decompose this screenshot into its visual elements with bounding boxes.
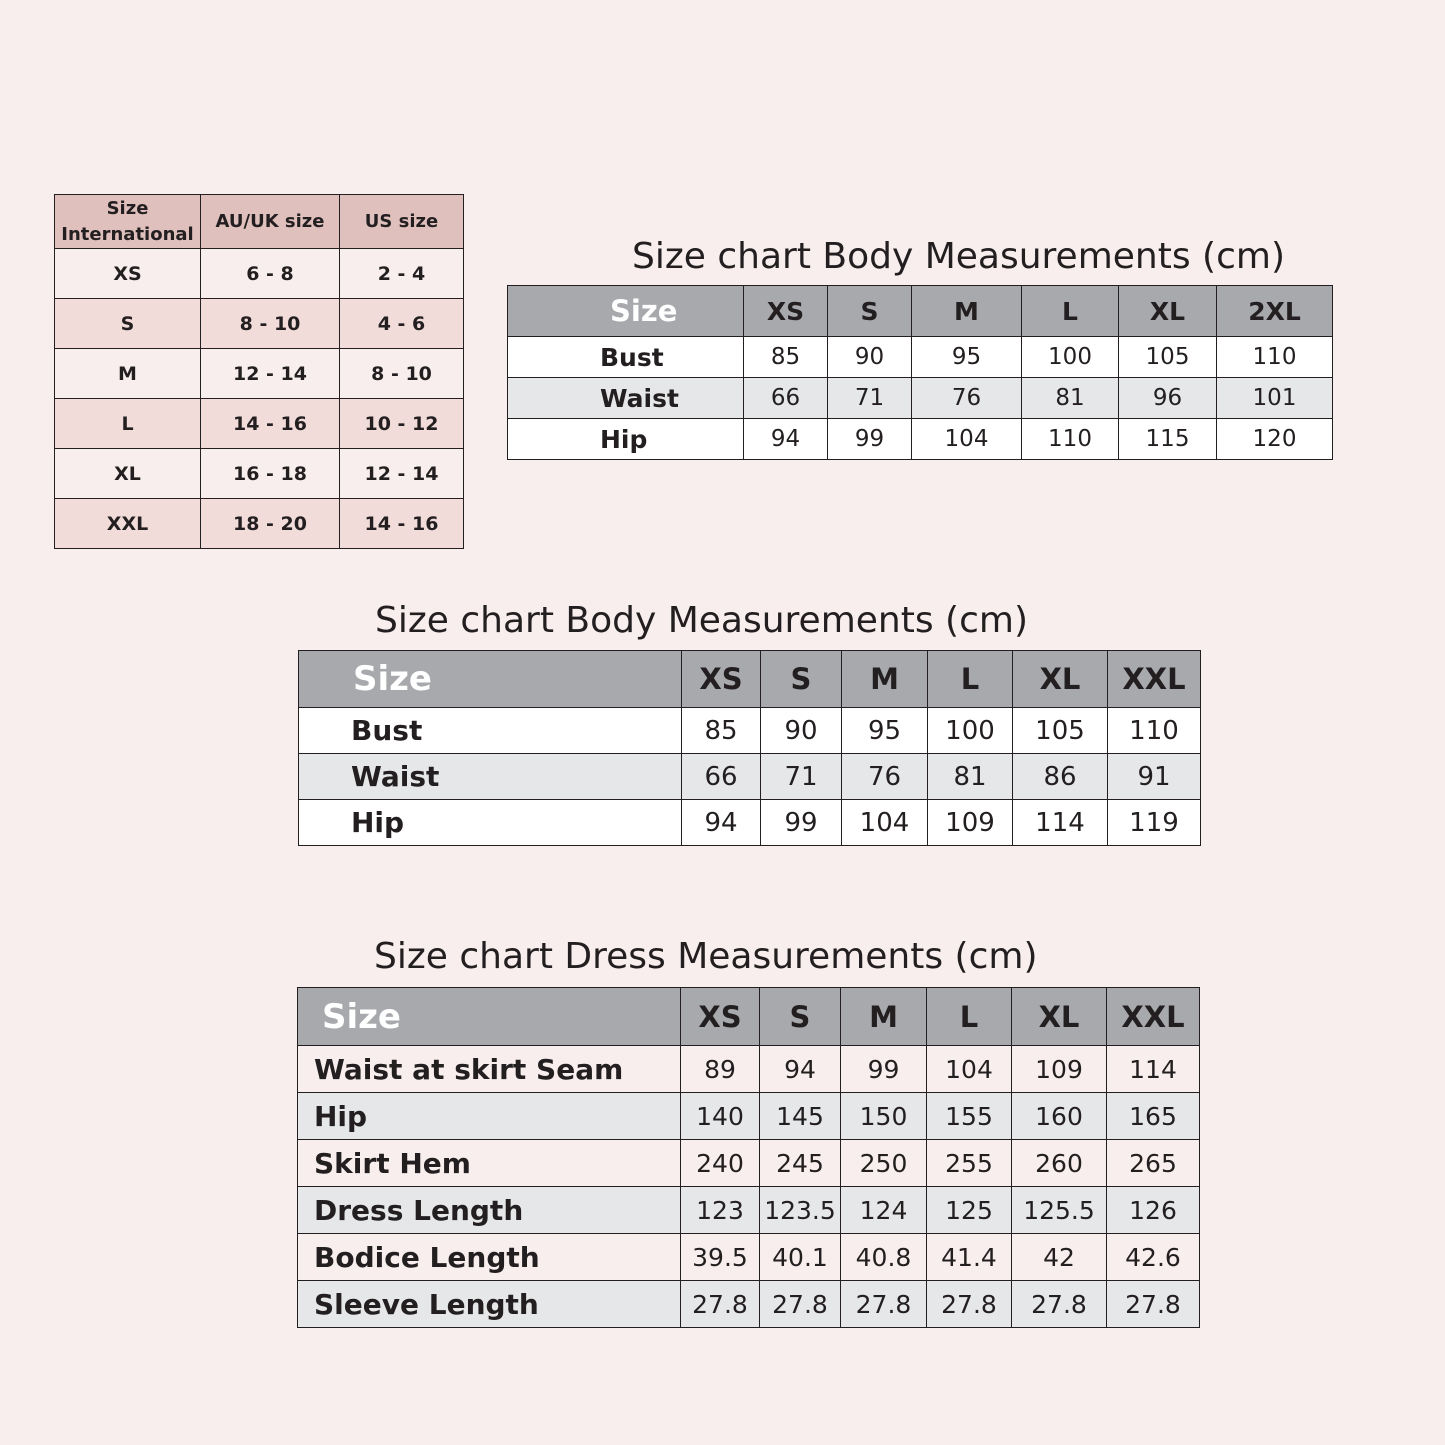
value-cell: 27.8 (1107, 1281, 1200, 1328)
body2-header-l: L (928, 651, 1013, 708)
measurement-label: Dress Length (298, 1187, 681, 1234)
value-cell: 145 (760, 1093, 841, 1140)
value-cell: 165 (1107, 1093, 1200, 1140)
value-cell: 91 (1108, 754, 1201, 800)
body-measurements-table-1 (507, 285, 1333, 460)
dress-header-xs: XS (681, 988, 760, 1046)
body2-header-m: M (842, 651, 928, 708)
value-cell: 95 (842, 708, 928, 754)
intl-au-uk-cell: 16 - 18 (201, 449, 340, 499)
table-row (508, 378, 1333, 419)
dress-header-xxl: XXL (1107, 988, 1200, 1046)
intl-header-size: Size International (55, 195, 201, 249)
body1-header-s: S (828, 286, 912, 337)
intl-size-cell: XS (55, 249, 201, 299)
value-cell: 96 (1119, 378, 1217, 419)
value-cell: 245 (760, 1140, 841, 1187)
value-cell: 123 (681, 1187, 760, 1234)
value-cell: 42.6 (1107, 1234, 1200, 1281)
value-cell: 86 (1013, 754, 1108, 800)
intl-us-cell: 8 - 10 (340, 349, 464, 399)
intl-au-uk-cell: 8 - 10 (201, 299, 340, 349)
value-cell: 104 (842, 800, 928, 846)
measurement-label: Hip (298, 1093, 681, 1140)
value-cell: 115 (1119, 419, 1217, 460)
body2-header-row (299, 651, 1201, 708)
value-cell: 109 (1012, 1046, 1107, 1093)
value-cell: 71 (761, 754, 842, 800)
value-cell: 100 (1022, 337, 1119, 378)
measurement-label: Waist (508, 378, 744, 419)
body2-header-xxl: XXL (1108, 651, 1201, 708)
table-row (55, 499, 464, 549)
table-row (298, 1187, 1200, 1234)
table-row (55, 399, 464, 449)
intl-au-uk-cell: 18 - 20 (201, 499, 340, 549)
intl-size-cell: S (55, 299, 201, 349)
table-row (298, 1140, 1200, 1187)
value-cell: 114 (1107, 1046, 1200, 1093)
table-row (55, 449, 464, 499)
value-cell: 90 (828, 337, 912, 378)
measurement-label: Waist (299, 754, 682, 800)
value-cell: 110 (1022, 419, 1119, 460)
intl-au-uk-cell: 14 - 16 (201, 399, 340, 449)
intl-au-uk-cell: 6 - 8 (201, 249, 340, 299)
measurement-label: Bust (508, 337, 744, 378)
value-cell: 40.8 (841, 1234, 927, 1281)
international-size-table (54, 194, 464, 549)
value-cell: 250 (841, 1140, 927, 1187)
intl-header-au-uk: AU/UK size (201, 195, 340, 249)
value-cell: 85 (744, 337, 828, 378)
value-cell: 42 (1012, 1234, 1107, 1281)
value-cell: 114 (1013, 800, 1108, 846)
value-cell: 27.8 (760, 1281, 841, 1328)
intl-size-cell: M (55, 349, 201, 399)
value-cell: 124 (841, 1187, 927, 1234)
value-cell: 71 (828, 378, 912, 419)
dress-header-m: M (841, 988, 927, 1046)
value-cell: 155 (927, 1093, 1012, 1140)
value-cell: 105 (1119, 337, 1217, 378)
body1-header-row (508, 286, 1333, 337)
value-cell: 150 (841, 1093, 927, 1140)
measurement-label: Bust (299, 708, 682, 754)
intl-size-cell: XXL (55, 499, 201, 549)
value-cell: 99 (841, 1046, 927, 1093)
value-cell: 109 (928, 800, 1013, 846)
value-cell: 94 (744, 419, 828, 460)
intl-size-cell: L (55, 399, 201, 449)
body1-header-size: Size (508, 286, 744, 337)
dress-measurements-table (297, 987, 1200, 1328)
body1-header-2xl: 2XL (1217, 286, 1333, 337)
value-cell: 265 (1107, 1140, 1200, 1187)
value-cell: 240 (681, 1140, 760, 1187)
value-cell: 125.5 (1012, 1187, 1107, 1234)
body1-header-m: M (912, 286, 1022, 337)
intl-size-cell: XL (55, 449, 201, 499)
value-cell: 110 (1217, 337, 1333, 378)
body2-header-size: Size (299, 651, 682, 708)
body1-header-l: L (1022, 286, 1119, 337)
dress-header-row (298, 988, 1200, 1046)
value-cell: 126 (1107, 1187, 1200, 1234)
value-cell: 40.1 (760, 1234, 841, 1281)
value-cell: 39.5 (681, 1234, 760, 1281)
value-cell: 95 (912, 337, 1022, 378)
body2-header-xs: XS (682, 651, 761, 708)
intl-us-cell: 10 - 12 (340, 399, 464, 449)
value-cell: 81 (928, 754, 1013, 800)
table-row (298, 1234, 1200, 1281)
value-cell: 255 (927, 1140, 1012, 1187)
value-cell: 27.8 (681, 1281, 760, 1328)
dress-chart-title: Size chart Dress Measurements (cm) (374, 936, 1038, 977)
measurement-label: Skirt Hem (298, 1140, 681, 1187)
value-cell: 101 (1217, 378, 1333, 419)
body-chart-1-title: Size chart Body Measurements (cm) (632, 236, 1285, 277)
table-row (298, 1046, 1200, 1093)
value-cell: 104 (927, 1046, 1012, 1093)
value-cell: 81 (1022, 378, 1119, 419)
intl-us-cell: 12 - 14 (340, 449, 464, 499)
body-measurements-table-2 (298, 650, 1201, 846)
value-cell: 123.5 (760, 1187, 841, 1234)
value-cell: 41.4 (927, 1234, 1012, 1281)
intl-us-cell: 2 - 4 (340, 249, 464, 299)
value-cell: 160 (1012, 1093, 1107, 1140)
dress-header-size: Size (298, 988, 681, 1046)
value-cell: 104 (912, 419, 1022, 460)
intl-header-row (55, 195, 464, 249)
table-row (55, 299, 464, 349)
value-cell: 27.8 (1012, 1281, 1107, 1328)
value-cell: 260 (1012, 1140, 1107, 1187)
value-cell: 99 (761, 800, 842, 846)
value-cell: 99 (828, 419, 912, 460)
dress-header-l: L (927, 988, 1012, 1046)
body2-header-s: S (761, 651, 842, 708)
table-row (55, 349, 464, 399)
value-cell: 66 (744, 378, 828, 419)
body2-header-xl: XL (1013, 651, 1108, 708)
measurement-label: Sleeve Length (298, 1281, 681, 1328)
value-cell: 110 (1108, 708, 1201, 754)
value-cell: 94 (760, 1046, 841, 1093)
value-cell: 100 (928, 708, 1013, 754)
value-cell: 120 (1217, 419, 1333, 460)
intl-us-cell: 14 - 16 (340, 499, 464, 549)
body1-header-xl: XL (1119, 286, 1217, 337)
table-row (508, 337, 1333, 378)
table-row (298, 1093, 1200, 1140)
measurement-label: Bodice Length (298, 1234, 681, 1281)
table-row (299, 754, 1201, 800)
value-cell: 105 (1013, 708, 1108, 754)
value-cell: 76 (842, 754, 928, 800)
intl-header-us: US size (340, 195, 464, 249)
value-cell: 89 (681, 1046, 760, 1093)
value-cell: 27.8 (927, 1281, 1012, 1328)
value-cell: 94 (682, 800, 761, 846)
value-cell: 85 (682, 708, 761, 754)
dress-header-s: S (760, 988, 841, 1046)
value-cell: 90 (761, 708, 842, 754)
table-row (508, 419, 1333, 460)
table-row (299, 800, 1201, 846)
intl-us-cell: 4 - 6 (340, 299, 464, 349)
value-cell: 125 (927, 1187, 1012, 1234)
dress-header-xl: XL (1012, 988, 1107, 1046)
table-row (298, 1281, 1200, 1328)
value-cell: 119 (1108, 800, 1201, 846)
intl-au-uk-cell: 12 - 14 (201, 349, 340, 399)
body1-header-xs: XS (744, 286, 828, 337)
measurement-label: Waist at skirt Seam (298, 1046, 681, 1093)
measurement-label: Hip (299, 800, 682, 846)
table-row (299, 708, 1201, 754)
body-chart-2-title: Size chart Body Measurements (cm) (375, 600, 1028, 641)
value-cell: 140 (681, 1093, 760, 1140)
table-row (55, 249, 464, 299)
measurement-label: Hip (508, 419, 744, 460)
value-cell: 27.8 (841, 1281, 927, 1328)
value-cell: 76 (912, 378, 1022, 419)
value-cell: 66 (682, 754, 761, 800)
